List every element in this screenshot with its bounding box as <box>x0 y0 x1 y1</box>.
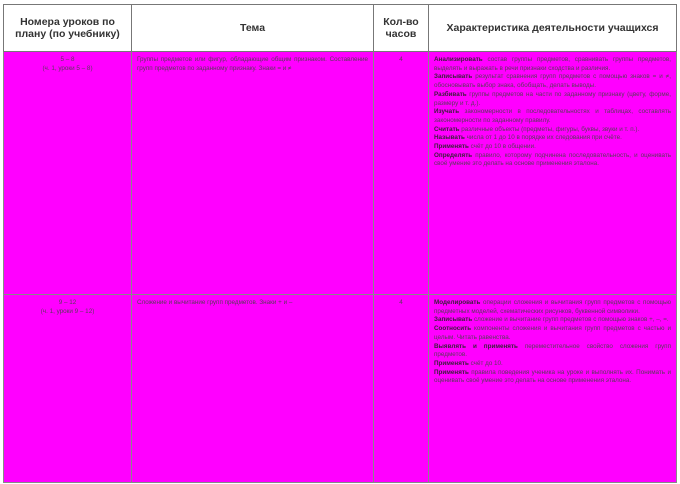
activity-cell <box>429 52 677 295</box>
activity-keyword: Разбивать <box>434 90 467 98</box>
activity-item <box>434 299 671 316</box>
lessons-cell <box>4 295 132 483</box>
activity-keyword: Моделировать <box>434 299 481 306</box>
activity-keyword: Применять <box>434 368 469 376</box>
lessons-range: 5 – 8 <box>60 56 75 63</box>
activity-item <box>434 369 671 386</box>
table-row <box>4 52 677 295</box>
activity-keyword: Применять <box>434 359 469 367</box>
activity-description: операции сложения и вычитания групп предметов с помощью предметных моделей, схематических рисунков, буквенной символики. <box>434 299 671 315</box>
lessons-reference: (ч. 1, уроки 5 – 8) <box>42 64 93 72</box>
activity-cell <box>429 295 677 483</box>
activity-item <box>434 343 671 360</box>
header-hours: Кол-во часов <box>374 5 429 52</box>
activity-description: сложение и вычитание групп предметов с помощью знаков +, –, =. <box>472 316 669 324</box>
activity-description: закономерности в последовательностях и таблицах, составлять закономерности по заданному правилу. <box>434 108 671 124</box>
lesson-plan-table <box>3 4 677 483</box>
activity-keyword: Определять <box>434 151 473 159</box>
activity-description: числа от 1 до 10 в порядке их следования при счёте. <box>464 134 622 142</box>
activity-keyword: Соотносить <box>434 325 472 333</box>
activity-item <box>434 134 671 143</box>
header-activity: Характеристика деятельности учащихся <box>429 5 677 52</box>
table-row <box>4 295 677 483</box>
lessons-cell <box>4 52 132 295</box>
activity-description: правила поведения ученика на уроке и выполнять их. Понимать и оценивать своё умение это делать на основе применения эталона. <box>434 368 671 385</box>
activity-item <box>434 73 671 90</box>
activity-item <box>434 143 671 152</box>
header-row <box>4 5 677 52</box>
activity-item <box>434 126 671 135</box>
activity-item <box>434 316 671 325</box>
activity-keyword: Изучать <box>434 108 460 116</box>
page <box>3 4 676 480</box>
activity-keyword: Записывать <box>434 316 473 324</box>
activity-item <box>434 360 671 369</box>
activity-keyword: Называть <box>434 134 465 142</box>
activity-keyword: Применять <box>434 143 469 151</box>
lessons-reference: (ч. 1, уроки 9 – 12) <box>40 307 95 315</box>
header-lessons: Номера уроков по плану (по учебнику) <box>4 5 132 52</box>
activity-description: результат сравнения групп предметов с помощью знаков = и ≠, обосновывать выбор знака, обобщать, делать выводы. <box>434 73 671 90</box>
activity-description: компоненты сложения и вычитания групп предметов с частью и целым. Читать равенства. <box>434 325 671 341</box>
activity-keyword: Выявлять и применять <box>434 342 518 350</box>
activity-keyword: Считать <box>434 125 460 133</box>
activity-item <box>434 91 671 108</box>
activity-description: состав группы предметов, сравнивать группы предметов, выделять и выражать в речи признаки сходства и различия. <box>434 56 671 72</box>
activity-item <box>434 56 671 73</box>
topic-cell: Группы предметов или фигур, обладающие общим признаком. Составление групп предметов по заданному признаку. Знаки = и ≠ <box>132 52 374 295</box>
activity-item <box>434 152 671 169</box>
header-topic: Тема <box>132 5 374 52</box>
activity-keyword: Анализировать <box>434 56 483 63</box>
topic-cell: Сложение и вычитание групп предметов. Знаки + и – <box>132 295 374 483</box>
activity-description: переместительное свойство сложения групп предметов. <box>434 342 671 359</box>
activity-description: группы предметов на части по заданному признаку (цвету, форме, размеру и т. д.). <box>434 90 671 107</box>
hours-cell: 4 <box>374 52 429 295</box>
activity-description: правило, которому подчинена последовательность, и оценивать своё умение это делать на основе применения эталона. <box>434 151 671 168</box>
activity-keyword: Записывать <box>434 73 473 81</box>
activity-item <box>434 325 671 342</box>
activity-description: счёт до 10. <box>468 359 503 367</box>
activity-item <box>434 108 671 125</box>
activity-description: счёт до 10 в общении. <box>468 143 536 151</box>
lessons-range: 9 – 12 <box>58 299 77 306</box>
hours-cell: 4 <box>374 295 429 483</box>
activity-description: различные объекты (предметы, фигуры, буквы, звуки и т. п.). <box>459 125 640 133</box>
